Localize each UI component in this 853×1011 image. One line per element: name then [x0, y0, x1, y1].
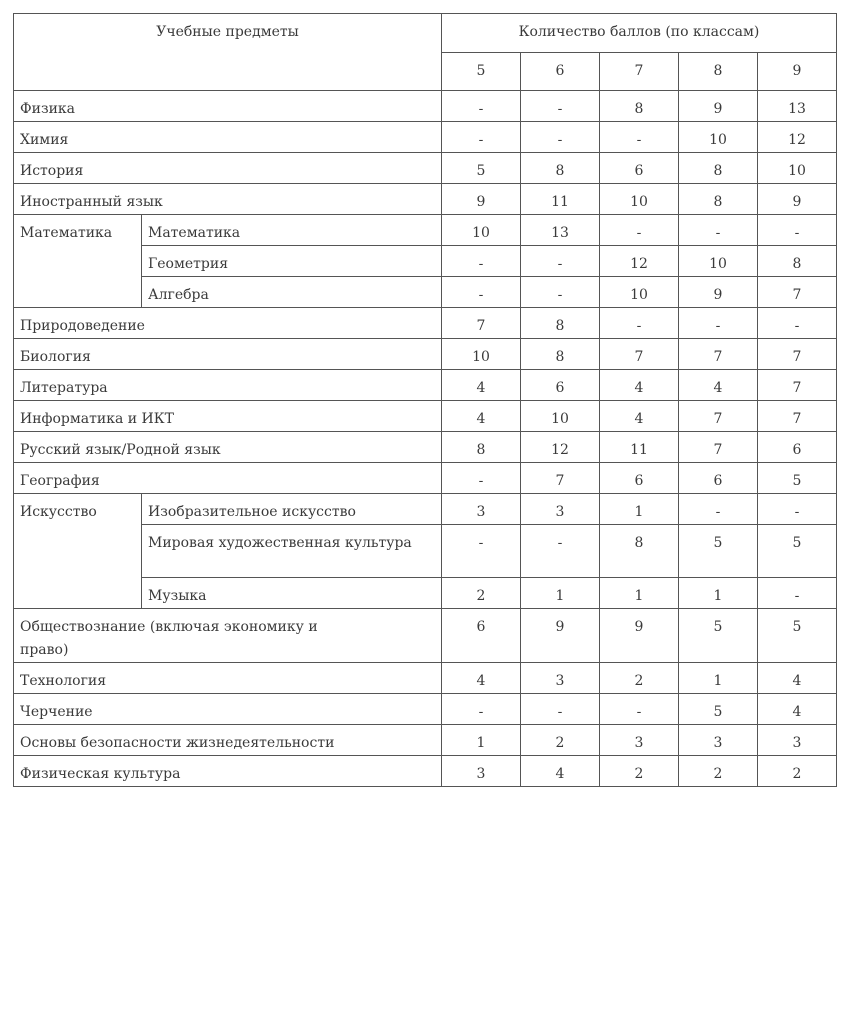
score-cell: 7 — [758, 401, 837, 432]
score-cell: 2 — [758, 756, 837, 787]
score-cell: 10 — [758, 153, 837, 184]
score-cell: 8 — [521, 308, 600, 339]
score-cell: 6 — [600, 153, 679, 184]
score-cell: 4 — [679, 370, 758, 401]
score-cell: 3 — [758, 725, 837, 756]
score-cell: 8 — [679, 153, 758, 184]
subject-name: География — [14, 463, 442, 494]
grade-header: 9 — [758, 53, 837, 91]
score-cell: - — [442, 694, 521, 725]
subject-name: Физическая культура — [14, 756, 442, 787]
score-cell: 7 — [679, 432, 758, 463]
score-cell: 9 — [679, 277, 758, 308]
header-row — [14, 14, 837, 53]
score-cell: - — [600, 122, 679, 153]
subject-name: Технология — [14, 663, 442, 694]
table-row — [14, 122, 837, 153]
subject-name: Биология — [14, 339, 442, 370]
score-cell: 8 — [600, 91, 679, 122]
score-cell: 9 — [600, 609, 679, 663]
subject-name: Мировая художественная культура — [142, 525, 442, 578]
subject-name: История — [14, 153, 442, 184]
score-cell: 7 — [758, 277, 837, 308]
score-cell: 1 — [442, 725, 521, 756]
score-cell: 7 — [679, 339, 758, 370]
score-cell: 2 — [600, 756, 679, 787]
score-cell: 6 — [679, 463, 758, 494]
subject-name: Изобразительное искусство — [142, 494, 442, 525]
score-cell: - — [758, 578, 837, 609]
subject-name: Основы безопасности жизнедеятельности — [14, 725, 442, 756]
score-cell: 4 — [758, 663, 837, 694]
score-cell: - — [600, 694, 679, 725]
grade-header: 6 — [521, 53, 600, 91]
score-cell: 5 — [758, 609, 837, 663]
score-cell: - — [521, 91, 600, 122]
score-cell: 3 — [442, 494, 521, 525]
table-row — [14, 184, 837, 215]
score-cell: 6 — [600, 463, 679, 494]
score-cell: - — [521, 277, 600, 308]
score-cell: 4 — [758, 694, 837, 725]
score-cell: - — [758, 308, 837, 339]
score-cell: - — [442, 246, 521, 277]
grade-header: 5 — [442, 53, 521, 91]
score-cell: 1 — [521, 578, 600, 609]
score-cell: - — [679, 308, 758, 339]
subject-name: Иностранный язык — [14, 184, 442, 215]
subjects-header: Учебные предметы — [14, 14, 442, 91]
score-cell: - — [758, 215, 837, 246]
score-cell: - — [521, 525, 600, 578]
score-cell: 10 — [521, 401, 600, 432]
subject-name: Физика — [14, 91, 442, 122]
grade-header: 7 — [600, 53, 679, 91]
score-cell: 5 — [758, 525, 837, 578]
score-cell: 10 — [442, 215, 521, 246]
score-cell: 8 — [758, 246, 837, 277]
subject-name: Математика — [142, 215, 442, 246]
table-row — [14, 756, 837, 787]
points-table — [13, 13, 837, 787]
table-row — [14, 153, 837, 184]
score-cell: 9 — [521, 609, 600, 663]
subject-name: Информатика и ИКТ — [14, 401, 442, 432]
score-cell: 11 — [600, 432, 679, 463]
score-cell: 3 — [521, 663, 600, 694]
score-cell: 5 — [679, 609, 758, 663]
score-cell: - — [758, 494, 837, 525]
score-cell: - — [600, 215, 679, 246]
score-cell: 3 — [442, 756, 521, 787]
score-cell: 4 — [521, 756, 600, 787]
table-row — [14, 694, 837, 725]
score-cell: - — [521, 122, 600, 153]
score-cell: 10 — [679, 122, 758, 153]
subject-name: Природоведение — [14, 308, 442, 339]
table-row — [14, 663, 837, 694]
score-cell: 8 — [600, 525, 679, 578]
score-cell: 4 — [442, 370, 521, 401]
score-cell: - — [442, 463, 521, 494]
score-cell: 4 — [442, 663, 521, 694]
score-cell: 6 — [758, 432, 837, 463]
score-cell: 9 — [679, 91, 758, 122]
subject-name: Обществознание (включая экономику и право) — [14, 609, 442, 663]
table-row — [14, 463, 837, 494]
score-cell: 4 — [600, 401, 679, 432]
table-row — [14, 401, 837, 432]
score-cell: 7 — [758, 370, 837, 401]
score-cell: 5 — [679, 694, 758, 725]
score-cell: 6 — [442, 609, 521, 663]
score-cell: 7 — [442, 308, 521, 339]
score-cell: 2 — [600, 663, 679, 694]
score-cell: - — [442, 277, 521, 308]
subject-group-name: Математика — [14, 215, 142, 308]
score-cell: 1 — [679, 578, 758, 609]
table-row — [14, 215, 837, 246]
score-cell: 12 — [521, 432, 600, 463]
table-row — [14, 308, 837, 339]
score-cell: 8 — [679, 184, 758, 215]
score-cell: 3 — [600, 725, 679, 756]
score-cell: 7 — [521, 463, 600, 494]
score-cell: 1 — [600, 578, 679, 609]
table-row — [14, 609, 837, 663]
table-row — [14, 91, 837, 122]
score-cell: 5 — [758, 463, 837, 494]
table-row — [14, 370, 837, 401]
score-cell: 13 — [758, 91, 837, 122]
score-cell: 1 — [679, 663, 758, 694]
score-cell: 2 — [442, 578, 521, 609]
score-cell: - — [521, 694, 600, 725]
table-row — [14, 339, 837, 370]
subject-name: Музыка — [142, 578, 442, 609]
subject-name: Алгебра — [142, 277, 442, 308]
score-cell: 8 — [521, 153, 600, 184]
score-cell: 7 — [758, 339, 837, 370]
subject-name: Черчение — [14, 694, 442, 725]
score-cell: 1 — [600, 494, 679, 525]
score-cell: 3 — [679, 725, 758, 756]
score-cell: - — [600, 308, 679, 339]
score-cell: - — [442, 525, 521, 578]
score-cell: 10 — [442, 339, 521, 370]
score-cell: 4 — [600, 370, 679, 401]
score-cell: 6 — [521, 370, 600, 401]
table-row — [14, 494, 837, 525]
table-row — [14, 725, 837, 756]
score-cell: 11 — [521, 184, 600, 215]
points-header: Количество баллов (по классам) — [442, 14, 837, 53]
score-cell: 13 — [521, 215, 600, 246]
score-cell: - — [679, 215, 758, 246]
score-cell: 7 — [600, 339, 679, 370]
score-cell: 5 — [442, 153, 521, 184]
score-cell: 10 — [679, 246, 758, 277]
table-row — [14, 432, 837, 463]
score-cell: 2 — [679, 756, 758, 787]
score-cell: 9 — [442, 184, 521, 215]
score-cell: 2 — [521, 725, 600, 756]
score-cell: - — [442, 122, 521, 153]
score-cell: 10 — [600, 184, 679, 215]
subject-name: Химия — [14, 122, 442, 153]
score-cell: - — [442, 91, 521, 122]
score-cell: 9 — [758, 184, 837, 215]
score-cell: 7 — [679, 401, 758, 432]
subject-group-name: Искусство — [14, 494, 142, 609]
score-cell: 4 — [442, 401, 521, 432]
score-cell: 3 — [521, 494, 600, 525]
score-cell: 12 — [600, 246, 679, 277]
score-cell: - — [679, 494, 758, 525]
score-cell: 8 — [521, 339, 600, 370]
score-cell: 5 — [679, 525, 758, 578]
score-cell: 12 — [758, 122, 837, 153]
score-cell: 10 — [600, 277, 679, 308]
score-cell: - — [521, 246, 600, 277]
subject-name: Геометрия — [142, 246, 442, 277]
score-cell: 8 — [442, 432, 521, 463]
subject-name: Литература — [14, 370, 442, 401]
grade-header: 8 — [679, 53, 758, 91]
subject-name: Русский язык/Родной язык — [14, 432, 442, 463]
